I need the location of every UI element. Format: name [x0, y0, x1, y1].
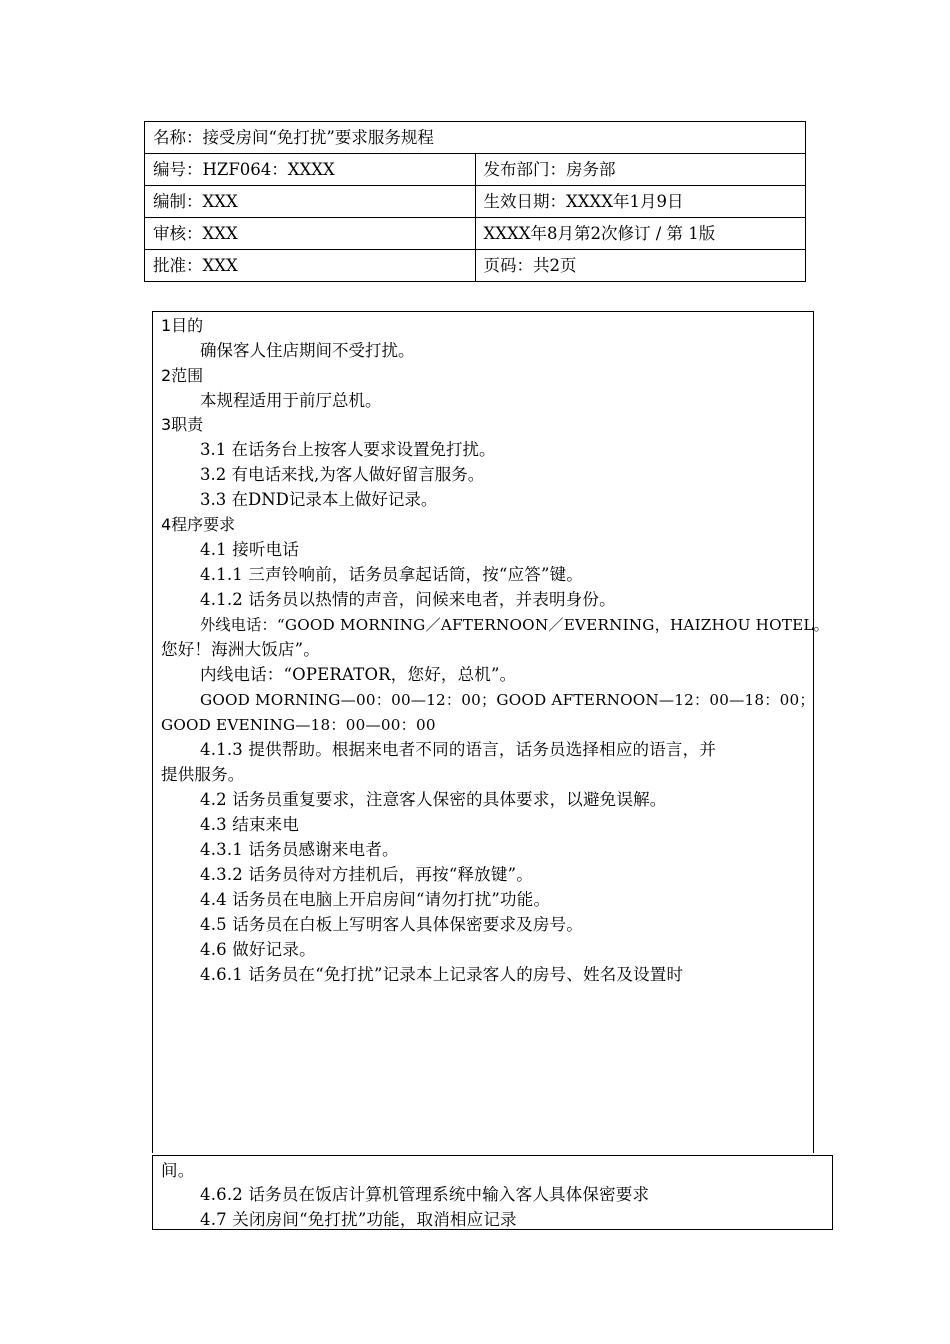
outside-call-greeting-cont: 您好！海洲大饭店”。: [161, 640, 320, 659]
step-4-1-1: 4.1.1 三声铃响前，话务员拿起话筒，按“应答”键。: [200, 565, 583, 584]
section-1-title: 1目的: [161, 316, 204, 335]
step-4-3-2: 4.3.2 话务员待对方挂机后，再按“释放键”。: [200, 865, 533, 884]
step-4-3: 4.3 结束来电: [200, 815, 300, 834]
step-4-2: 4.2 话务员重复要求，注意客人保密的具体要求，以避免误解。: [200, 790, 667, 809]
issuing-department: 发布部门：房务部: [475, 154, 806, 186]
step-4-6: 4.6 做好记录。: [200, 940, 316, 959]
author: 编制：XXX: [145, 186, 476, 218]
step-4-7: 4.7 关闭房间“免打扰”功能，取消相应记录: [200, 1210, 517, 1229]
greeting-times-cont: GOOD EVENING—18：00—00：00: [161, 716, 436, 734]
step-4-1-3-cont: 提供服务。: [161, 765, 245, 784]
step-4-6-1: 4.6.1 话务员在“免打扰”记录本上记录客人的房号、姓名及设置时: [200, 965, 684, 984]
section-3-title: 3职责: [161, 415, 204, 434]
step-4-1-3: 4.1.3 提供帮助。根据来电者不同的语言，话务员选择相应的语言，并: [200, 740, 717, 759]
document-header-table: [144, 121, 806, 282]
section-4-title: 4程序要求: [161, 515, 236, 534]
section-1-text: 确保客人住店期间不受打扰。: [200, 341, 415, 360]
duty-3-2: 3.2 有电话来找,为客人做好留言服务。: [200, 465, 485, 484]
greeting-times: GOOD MORNING—00：00—12：00；GOOD AFTERNOON—12：00—18：00；: [200, 691, 815, 709]
step-4-6-1-cont: 间。: [161, 1161, 195, 1180]
outside-call-greeting: 外线电话：“GOOD MORNING／AFTERNOON／EVERNING，HAIZHOU HOTEL。: [200, 616, 830, 634]
section-2-title: 2范围: [161, 366, 204, 385]
effective-date: 生效日期：XXXX年1月9日: [475, 186, 806, 218]
procedure-name: 名称：接受房间“免打扰”要求服务规程: [145, 122, 806, 154]
step-4-6-2: 4.6.2 话务员在饭店计算机管理系统中输入客人具体保密要求: [200, 1185, 650, 1204]
reviewer: 审核：XXX: [145, 218, 476, 250]
duty-3-3: 3.3 在DND记录本上做好记录。: [200, 490, 438, 509]
step-4-3-1: 4.3.1 话务员感谢来电者。: [200, 840, 399, 859]
inside-call-greeting: 内线电话：“OPERATOR，您好，总机”。: [200, 665, 517, 684]
page-count: 页码：共2页: [475, 250, 806, 282]
approver: 批准：XXX: [145, 250, 476, 282]
step-4-1: 4.1 接听电话: [200, 540, 300, 559]
revision-info: XXXX年8月第2次修订 / 第 1版: [475, 218, 806, 250]
step-4-5: 4.5 话务员在白板上写明客人具体保密要求及房号。: [200, 915, 583, 934]
document-code: 编号：HZF064：XXXX: [145, 154, 476, 186]
step-4-4: 4.4 话务员在电脑上开启房间“请勿打扰”功能。: [200, 890, 551, 909]
duty-3-1: 3.1 在话务台上按客人要求设置免打扰。: [200, 440, 496, 459]
section-2-text: 本规程适用于前厅总机。: [200, 391, 382, 410]
step-4-1-2: 4.1.2 话务员以热情的声音，问候来电者，并表明身份。: [200, 590, 616, 609]
